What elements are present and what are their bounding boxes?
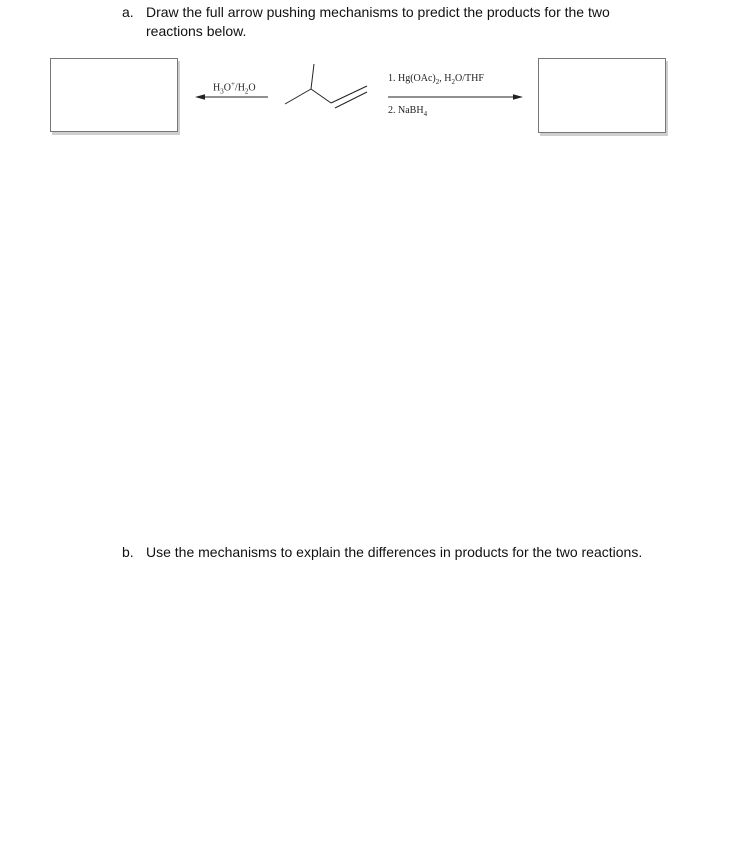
question-a-line2: reactions below. — [146, 23, 247, 39]
question-b-label: b. — [122, 544, 134, 560]
reaction-arrow-right — [388, 94, 523, 99]
reagent-right-step1: 1. $Hg(OAc)_2$, $H_2O$/THF — [388, 73, 484, 86]
reagent-left: $H_3O^+/H_2O$ — [213, 80, 256, 96]
reaction-arrow-left — [195, 94, 268, 99]
alkene-structure — [285, 64, 367, 108]
question-a-line1: Draw the full arrow pushing mechanisms to predict the products for the two — [146, 4, 610, 20]
question-b-text: Use the mechanisms to explain the differences in products for the two reactions. — [146, 544, 643, 560]
reagent-right-step2: 2. NaBH$_4$ — [388, 105, 428, 118]
question-a-label: a. — [122, 4, 134, 20]
